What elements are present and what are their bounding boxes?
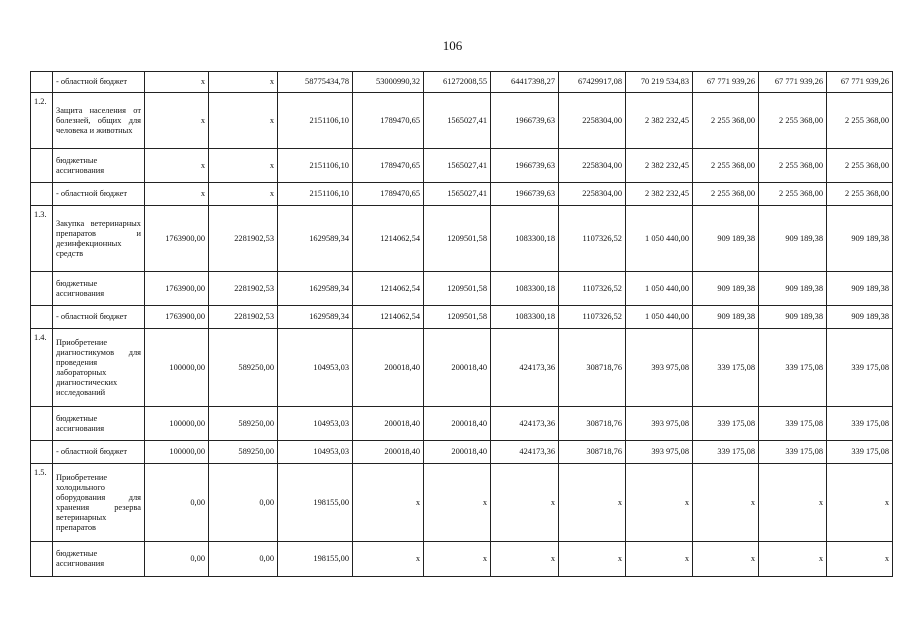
value-cell: 2 255 368,00 — [759, 93, 827, 149]
value-cell: 424173,36 — [491, 329, 559, 407]
row-index — [31, 183, 53, 206]
value-cell: 1214062,54 — [353, 272, 424, 306]
value-cell: x — [353, 542, 424, 577]
value-cell: 909 189,38 — [759, 206, 827, 272]
value-cell: 2258304,00 — [559, 183, 626, 206]
value-cell: 67 771 939,26 — [827, 72, 893, 93]
value-cell: 2 255 368,00 — [693, 183, 759, 206]
row-index — [31, 306, 53, 329]
value-cell: 61272008,55 — [424, 72, 491, 93]
value-cell: x — [626, 464, 693, 542]
value-cell: 2 255 368,00 — [759, 183, 827, 206]
row-index: 1.4. — [31, 329, 53, 407]
value-cell: 1 050 440,00 — [626, 272, 693, 306]
value-cell: 1629589,34 — [278, 272, 353, 306]
value-cell: 339 175,08 — [759, 441, 827, 464]
value-cell: 2 255 368,00 — [759, 149, 827, 183]
value-cell: 100000,00 — [145, 441, 209, 464]
row-name: - областной бюджет — [53, 441, 145, 464]
table-row — [31, 464, 893, 542]
budget-table — [30, 71, 893, 577]
value-cell: x — [209, 72, 278, 93]
value-cell: 1083300,18 — [491, 206, 559, 272]
row-index — [31, 72, 53, 93]
value-cell: x — [491, 542, 559, 577]
value-cell: 1629589,34 — [278, 306, 353, 329]
row-name: Закупка ветеринарных препаратов и дезинфекционных средств — [53, 206, 145, 272]
value-cell: 1107326,52 — [559, 272, 626, 306]
table-row — [31, 272, 893, 306]
value-cell: 100000,00 — [145, 407, 209, 441]
value-cell: 2 382 232,45 — [626, 149, 693, 183]
table-row — [31, 149, 893, 183]
row-index — [31, 542, 53, 577]
value-cell: 909 189,38 — [693, 206, 759, 272]
row-name: бюджетные ассигнования — [53, 407, 145, 441]
value-cell: 2281902,53 — [209, 306, 278, 329]
value-cell: 2258304,00 — [559, 149, 626, 183]
value-cell: 1966739,63 — [491, 93, 559, 149]
value-cell: 2151106,10 — [278, 93, 353, 149]
value-cell: 339 175,08 — [827, 407, 893, 441]
value-cell: 1209501,58 — [424, 206, 491, 272]
value-cell: x — [559, 542, 626, 577]
value-cell: 1789470,65 — [353, 93, 424, 149]
table-row — [31, 183, 893, 206]
value-cell: 1966739,63 — [491, 149, 559, 183]
value-cell: 339 175,08 — [693, 441, 759, 464]
row-name: - областной бюджет — [53, 306, 145, 329]
table-row — [31, 329, 893, 407]
value-cell: 909 189,38 — [693, 272, 759, 306]
value-cell: 200018,40 — [353, 441, 424, 464]
row-name: - областной бюджет — [53, 183, 145, 206]
row-index: 1.2. — [31, 93, 53, 149]
value-cell: 64417398,27 — [491, 72, 559, 93]
value-cell: 589250,00 — [209, 407, 278, 441]
value-cell: 2 255 368,00 — [693, 93, 759, 149]
value-cell: 2 382 232,45 — [626, 93, 693, 149]
value-cell: 0,00 — [209, 542, 278, 577]
value-cell: 1763900,00 — [145, 206, 209, 272]
row-name: Приобретение диагностикумов для проведения лабораторных диагностических исследований — [53, 329, 145, 407]
row-index — [31, 441, 53, 464]
value-cell: 1209501,58 — [424, 272, 491, 306]
value-cell: 200018,40 — [353, 329, 424, 407]
value-cell: x — [209, 149, 278, 183]
value-cell: 2 255 368,00 — [693, 149, 759, 183]
value-cell: 104953,03 — [278, 407, 353, 441]
value-cell: x — [491, 464, 559, 542]
table-row — [31, 407, 893, 441]
value-cell: 58775434,78 — [278, 72, 353, 93]
value-cell: 308718,76 — [559, 441, 626, 464]
value-cell: x — [209, 93, 278, 149]
table-row — [31, 542, 893, 577]
row-name: бюджетные ассигнования — [53, 149, 145, 183]
table-row — [31, 306, 893, 329]
value-cell: 0,00 — [145, 464, 209, 542]
value-cell: 67 771 939,26 — [693, 72, 759, 93]
row-name: - областной бюджет — [53, 72, 145, 93]
row-name: Приобретение холодильного оборудования для хранения резерва ветеринарных препаратов — [53, 464, 145, 542]
value-cell: 1629589,34 — [278, 206, 353, 272]
value-cell: 1209501,58 — [424, 306, 491, 329]
row-name: Защита населения от болезней, общих для человека и животных — [53, 93, 145, 149]
value-cell: 909 189,38 — [827, 272, 893, 306]
row-index: 1.5. — [31, 464, 53, 542]
value-cell: x — [693, 464, 759, 542]
value-cell: 339 175,08 — [827, 441, 893, 464]
value-cell: x — [145, 93, 209, 149]
row-name: бюджетные ассигнования — [53, 272, 145, 306]
value-cell: x — [827, 542, 893, 577]
value-cell: 1 050 440,00 — [626, 306, 693, 329]
row-index — [31, 149, 53, 183]
value-cell: x — [424, 542, 491, 577]
value-cell: 1083300,18 — [491, 306, 559, 329]
value-cell: 2151106,10 — [278, 149, 353, 183]
value-cell: x — [559, 464, 626, 542]
value-cell: 1966739,63 — [491, 183, 559, 206]
value-cell: 339 175,08 — [827, 329, 893, 407]
value-cell: x — [759, 464, 827, 542]
value-cell: 1763900,00 — [145, 272, 209, 306]
value-cell: x — [353, 464, 424, 542]
value-cell: 200018,40 — [424, 441, 491, 464]
table-row — [31, 93, 893, 149]
value-cell: 589250,00 — [209, 329, 278, 407]
value-cell: 1565027,41 — [424, 149, 491, 183]
value-cell: x — [145, 149, 209, 183]
value-cell: 339 175,08 — [759, 407, 827, 441]
value-cell: 1214062,54 — [353, 206, 424, 272]
value-cell: 1789470,65 — [353, 183, 424, 206]
value-cell: x — [145, 72, 209, 93]
table-row — [31, 72, 893, 93]
value-cell: 2 255 368,00 — [827, 93, 893, 149]
value-cell: 909 189,38 — [827, 306, 893, 329]
value-cell: 1107326,52 — [559, 206, 626, 272]
row-index — [31, 407, 53, 441]
value-cell: 2 255 368,00 — [827, 183, 893, 206]
value-cell: x — [209, 183, 278, 206]
value-cell: 1 050 440,00 — [626, 206, 693, 272]
value-cell: 393 975,08 — [626, 329, 693, 407]
value-cell: x — [145, 183, 209, 206]
value-cell: 393 975,08 — [626, 441, 693, 464]
value-cell: x — [693, 542, 759, 577]
table-row — [31, 441, 893, 464]
value-cell: 909 189,38 — [759, 272, 827, 306]
value-cell: 198155,00 — [278, 464, 353, 542]
value-cell: x — [827, 464, 893, 542]
value-cell: 393 975,08 — [626, 407, 693, 441]
value-cell: x — [626, 542, 693, 577]
value-cell: 1214062,54 — [353, 306, 424, 329]
table-body — [31, 72, 893, 577]
value-cell: 1107326,52 — [559, 306, 626, 329]
value-cell: 308718,76 — [559, 407, 626, 441]
value-cell: 909 189,38 — [759, 306, 827, 329]
value-cell: 0,00 — [145, 542, 209, 577]
value-cell: 200018,40 — [353, 407, 424, 441]
row-index: 1.3. — [31, 206, 53, 272]
value-cell: 100000,00 — [145, 329, 209, 407]
value-cell: 67 771 939,26 — [759, 72, 827, 93]
value-cell: 67429917,08 — [559, 72, 626, 93]
value-cell: 198155,00 — [278, 542, 353, 577]
value-cell: 339 175,08 — [693, 329, 759, 407]
value-cell: 339 175,08 — [693, 407, 759, 441]
value-cell: 424173,36 — [491, 407, 559, 441]
value-cell: 1083300,18 — [491, 272, 559, 306]
value-cell: 2151106,10 — [278, 183, 353, 206]
value-cell: 104953,03 — [278, 329, 353, 407]
value-cell: x — [759, 542, 827, 577]
value-cell: 0,00 — [209, 464, 278, 542]
value-cell: 200018,40 — [424, 329, 491, 407]
value-cell: 2 382 232,45 — [626, 183, 693, 206]
value-cell: 2281902,53 — [209, 206, 278, 272]
value-cell: 1565027,41 — [424, 183, 491, 206]
value-cell: 308718,76 — [559, 329, 626, 407]
value-cell: 424173,36 — [491, 441, 559, 464]
value-cell: 589250,00 — [209, 441, 278, 464]
value-cell: 339 175,08 — [759, 329, 827, 407]
value-cell: 53000990,32 — [353, 72, 424, 93]
value-cell: 2281902,53 — [209, 272, 278, 306]
row-name: бюджетные ассигнования — [53, 542, 145, 577]
value-cell: 200018,40 — [424, 407, 491, 441]
value-cell: x — [424, 464, 491, 542]
row-index — [31, 272, 53, 306]
page-number: 106 — [442, 38, 463, 53]
value-cell: 1565027,41 — [424, 93, 491, 149]
value-cell: 1789470,65 — [353, 149, 424, 183]
table-row — [31, 206, 893, 272]
value-cell: 909 189,38 — [827, 206, 893, 272]
value-cell: 70 219 534,83 — [626, 72, 693, 93]
value-cell: 104953,03 — [278, 441, 353, 464]
value-cell: 2 255 368,00 — [827, 149, 893, 183]
value-cell: 909 189,38 — [693, 306, 759, 329]
value-cell: 2258304,00 — [559, 93, 626, 149]
value-cell: 1763900,00 — [145, 306, 209, 329]
